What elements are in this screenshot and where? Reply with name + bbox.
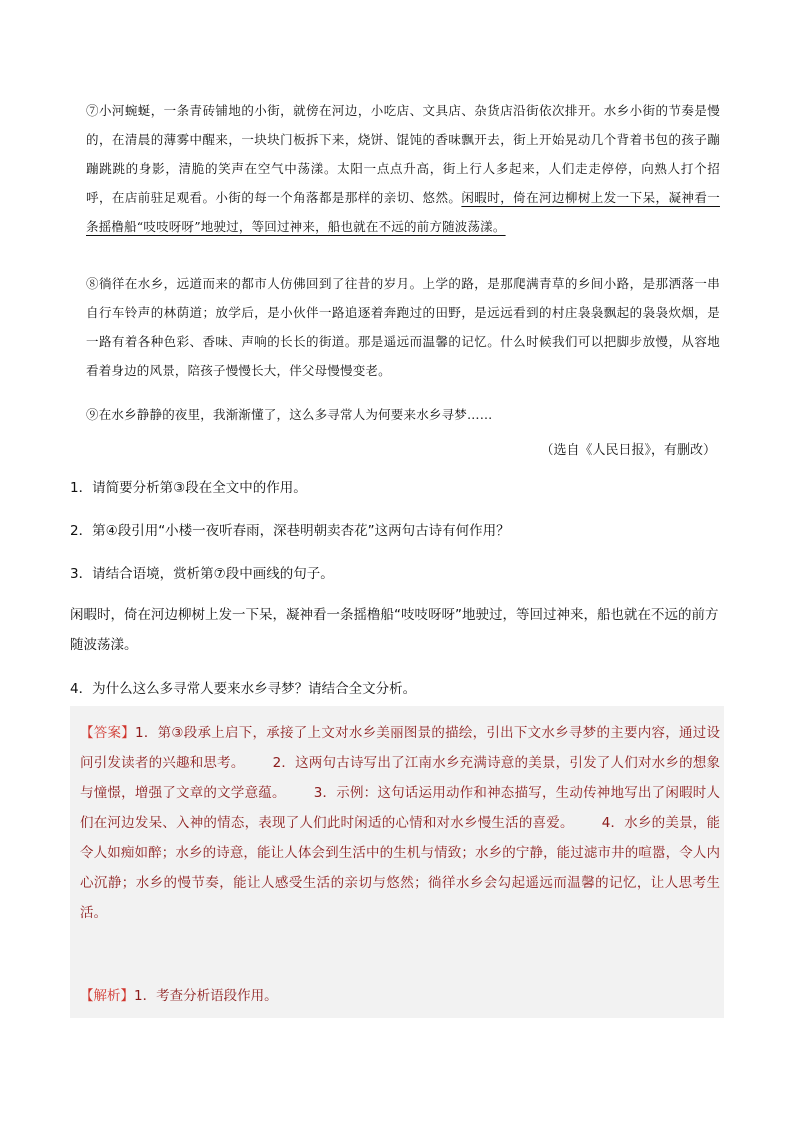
answer-4: 4．水乡的美景，能令人如痴如醉；水乡的诗意，能让人体会到生活中的生机与情致；水乡的宁静，能过滤市井的喧嚣，令人内心沉静；水乡的慢节奏，能让人感受生活的亲切与悠然；徜徉水乡会勾起遥远而温馨的记忆，让人思考生活。: [80, 815, 721, 921]
answer-1: 1．第③段承上启下，承接了上文对水乡美丽图景的描绘，引出下文水乡寻梦的主要内容，通过设问引发读者的兴趣和思考。: [80, 725, 720, 771]
answer-2: 2．这两句古诗写出了江南水乡充满诗意的美景，引发了人们对水乡的想象与憧憬，增强了文章的文学意蕴。: [80, 755, 721, 801]
source-note: （选自《人民日报》，有删改）: [540, 443, 716, 458]
question-4: 4．为什么这么多寻常人要来水乡寻梦？请结合全文分析。: [70, 681, 417, 697]
answer-tag: 【答案】: [80, 725, 136, 741]
paragraph-7-underlined-sentence: 闲暇时，倚在河边柳树上发一下呆，凝神看一条摇橹船“吱吱呀呀”地驶过，等回过神来，船也就在不远的前方随波荡漾。: [86, 190, 720, 234]
answer-3: 3．示例：这句话运用动作和神态描写，生动传神地写出了闲暇时人们在河边发呆、入神的情态，表现了人们此时闲适的心情和对水乡慢生活的喜爱。: [80, 785, 721, 831]
analysis-tag: 【解析】: [80, 988, 134, 1004]
answer-block: [80, 718, 720, 928]
analysis-block: [80, 983, 720, 1009]
question-3-quote: 闲暇时，倚在河边柳树上发一下呆，凝神看一条摇橹船“吱吱呀呀”地驶过，等回过神来，船也就在不远的前方随波荡漾。: [70, 607, 719, 653]
paragraph-7-text: ⑦小河蜿蜒，一条青砖铺地的小街，就傍在河边，小吃店、文具店、杂货店沿街依次排开。水乡小街的节奏是慢的，在清晨的薄雾中醒来，一块块门板拆下来，烧饼、馄饨的香味飘开去，街上开始晃动几个背着书包的孩子蹦蹦跳跳的身影，清脆的笑声在空气中荡漾。太阳一点点升高，街上行人多起来，人们走走停停，向熟人打个招呼，在店前驻足观看。小街的每一个角落都是那样的亲切、悠然。: [86, 103, 720, 205]
question-1: 1．请简要分析第③段在全文中的作用。: [70, 480, 307, 496]
question-3: 3．请结合语境，赏析第⑦段中画线的句子。: [70, 566, 334, 582]
paragraph-9: ⑨在水乡静静的夜里，我渐渐懂了，这么多寻常人为何要来水乡寻梦……: [86, 407, 493, 422]
paragraph-8: ⑧徜徉在水乡，远道而来的都市人仿佛回到了往昔的岁月。上学的路，是那爬满青草的乡间小路，是那洒落一串自行车铃声的林荫道；放学后，是小伙伴一路追逐着奔跑过的田野，是远远看到的村庄袅袅飘起的袅袅炊烟，是一路有着各种色彩、香味、声响的长长的街道。那是遥远而温馨的记忆。什么时候我们可以把脚步放慢，从容地看着身边的风景，陪孩子慢慢长大，伴父母慢慢变老。: [86, 276, 720, 378]
paragraph-7: [86, 96, 720, 241]
analysis-text: 1．考查分析语段作用。: [134, 988, 278, 1004]
question-2: 2．第④段引用“小楼一夜听春雨，深巷明朝卖杏花”这两句古诗有何作用？: [70, 523, 510, 539]
